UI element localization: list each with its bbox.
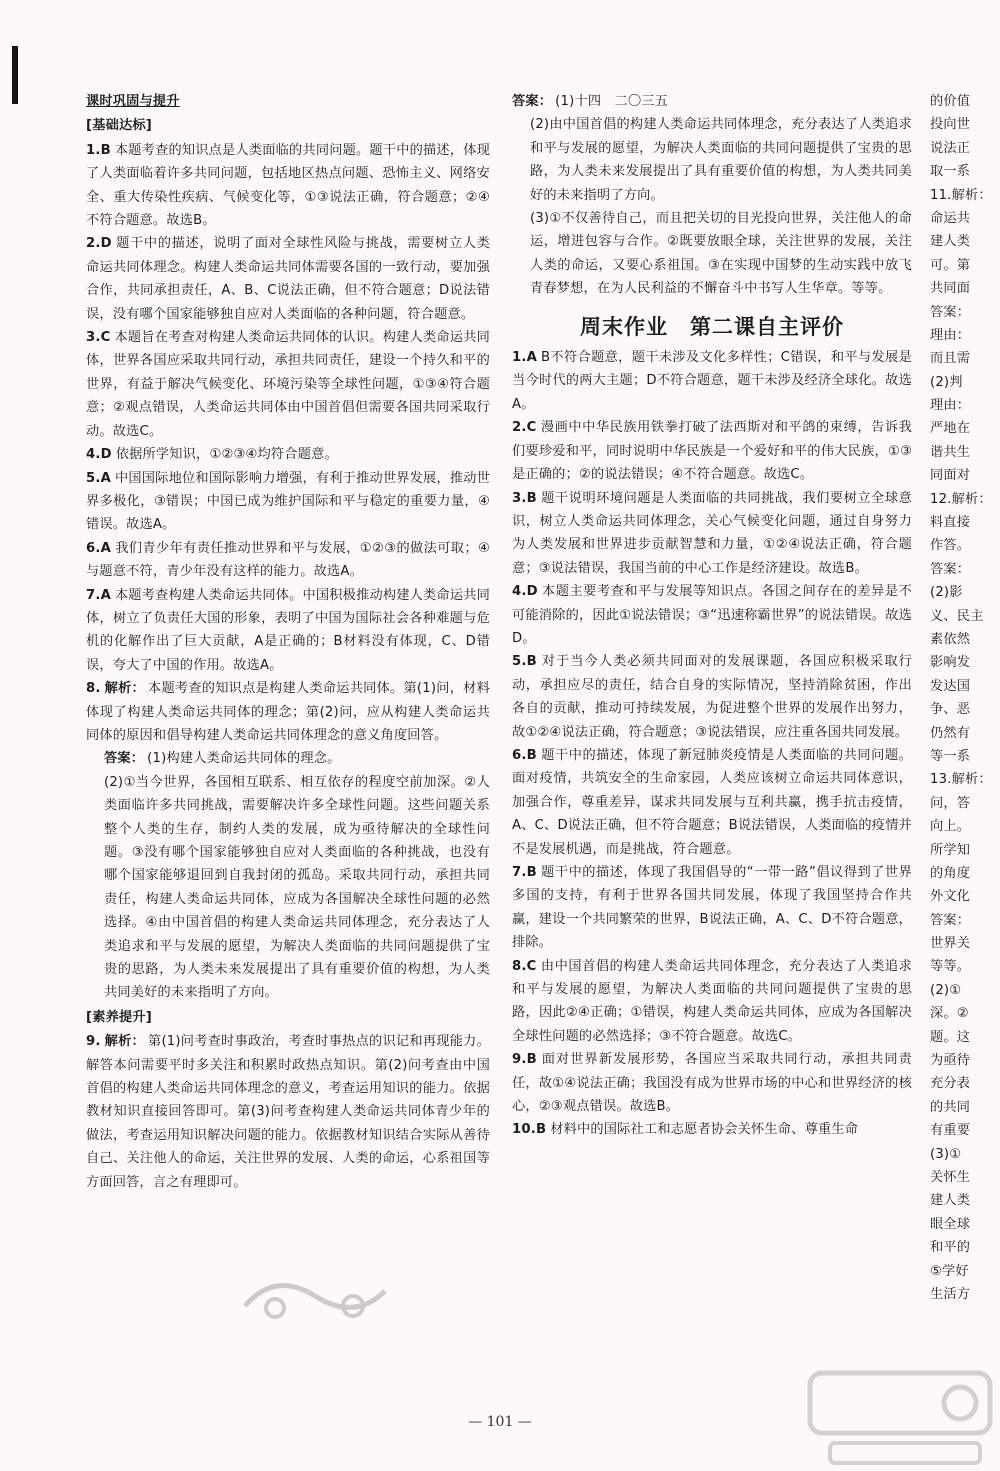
item-number: 3.C: [86, 330, 111, 346]
answer-part: (1)构建人类命运共同体的理念。: [147, 751, 341, 767]
item-number: 6.B: [512, 747, 537, 763]
clipped-text-line: 作答。: [930, 538, 971, 554]
clipped-text-line: 外文化: [930, 889, 971, 905]
analysis-label: 解析：: [104, 681, 145, 697]
left-column: [86, 90, 490, 1194]
item-text: 题干中的描述，说明了面对全球性风险与挑战，需要树立人类命运共同体理念。构建人类命运共同体需要各国的一致行动，要加强合作，共同承担责任，A、B、C说法正确，但不符合题意；D说法错误，没有哪个国家能够独自应对人类面临的各种问题，符合题意。: [86, 236, 490, 322]
answer-item: [512, 744, 912, 861]
item-number: 2.D: [86, 236, 112, 252]
clipped-text-line: 等一系: [930, 748, 971, 764]
item-text: 本题考查的知识点是人类面临的共同问题。题干中的描述，体现了人类面临着许多共同问题，包括地区热点问题、恐怖主义、网络安全、重大传染性疾病、气候变化等，①③说法正确，符合题意；②④不符合题意。故选B。: [86, 142, 490, 229]
watermark-logo: [235, 1266, 395, 1326]
clipped-text-line: 的角度: [930, 865, 971, 881]
clipped-text-line: 争、恶: [930, 702, 971, 718]
item-number: 4.D: [512, 584, 538, 600]
clipped-text-line: 取一系: [930, 164, 971, 180]
clipped-text-line: 仍然有: [930, 725, 971, 741]
page-edge-mark: [12, 46, 18, 104]
clipped-text-line: 所学知: [930, 842, 971, 858]
clipped-text-line: 题。这: [930, 1029, 971, 1045]
answer-item: [86, 537, 490, 584]
clipped-text-line: 义、民主: [930, 608, 984, 624]
item-text: 第(1)问考查时事政治，考查时事热点的识记和再现能力。解答本问需要平时多关注和积累时政热点知识。第(2)问考查由中国首倡的构建人类命运共同体理念的意义，考查运用知识的能力。依据教材知识直接回答即可。第(3)问考查构建人类命运共同体青少年的做法，考查运用知识解决问题的能力。依据教材知识结合实际从善待自己、关注他人的命运，关注世界的发展、人类的命运，心系祖国等方面回答，言之有理即可。: [86, 1034, 490, 1190]
answer-part: (2)①当今世界，各国相互联系、相互依存的程度空前加深。②人类面临许多共同挑战，需要解决许多全球性问题。这些问题关系整个人类的生存，制约人类的发展，成为亟待解决的全球性问题。③没有哪个国家能够独自应对人类面临的各种挑战，也没有哪个国家能够退回到自我封闭的孤岛。采取共同行动，承担共同责任，构建人类命运共同体，应成为各国解决全球性问题的必然选择。④由中国首倡的构建人类命运共同体理念，充分表达了人类追求和平与发展的愿望，为解决人类面临的共同问题提供了宝贵的思路，为人类未来发展提出了具有重要价值的构想，为人类共同美好的未来指明了方向。: [104, 774, 490, 1001]
answer-item: [86, 1030, 490, 1194]
answer-item: [512, 650, 912, 744]
analysis-label: 解析：: [104, 1034, 145, 1050]
clipped-text-line: 命运共: [930, 210, 971, 226]
answer-item: [512, 346, 912, 416]
item-number: 7.A: [86, 587, 111, 603]
answer-item: [512, 580, 912, 650]
clipped-text-line: 建人类: [930, 234, 971, 250]
item-number: 9.: [86, 1034, 101, 1050]
clipped-text-line: 有重要: [930, 1123, 971, 1139]
item-text: 本题主要考查和平与发展等知识点。各国之间存在的差异是不可能消除的，因此①说法错误；③“迅速称霸世界”的说法错误。故选D。: [512, 584, 912, 646]
clipped-text-line: 答案：: [930, 561, 971, 577]
item-text: 题干中的描述，体现了我国倡导的“一带一路”倡议得到了世界多国的支持，有利于世界各国共同发展，体现了我国坚持合作共赢，建设一个共同繁荣的世界，B说法正确，A、C、D不符合题意，排除。: [512, 865, 912, 951]
item-number: 8.: [86, 681, 101, 697]
clipped-text-line: 共同面: [930, 281, 971, 297]
answer-item: [512, 861, 912, 955]
clipped-text-line: 影响发: [930, 655, 971, 671]
right-column-clipped: [930, 90, 1000, 1306]
item-text: 面对世界新发展形势，各国应当采取共同行动，承担共同责任，故①④说法正确；我国没有成为世界市场的中心和世界经济的核心，②③观点错误。故选B。: [512, 1052, 912, 1115]
item-text: 由中国首倡的构建人类命运共同体理念，充分表达了人类追求和平与发展的愿望，为解决人类面临的共同问题提供了宝贵的思路，因此②④正确；①错误，构建人类命运共同体，应成为各国解决全球性问题的必然选择；③不符合题意。故选C。: [512, 958, 912, 1044]
item-number: 3.B: [512, 490, 537, 506]
improve-heading: [素养提升]: [86, 1009, 153, 1025]
clipped-text-line: 的价值: [930, 94, 971, 109]
clipped-text-line: (3)①: [930, 1146, 962, 1162]
answer-item: [512, 1118, 912, 1141]
clipped-text-line: (2)①: [930, 982, 962, 998]
answer-item: [86, 677, 490, 747]
clipped-text-line: 深。②: [930, 1006, 969, 1022]
answer-item: [86, 467, 490, 537]
clipped-text-line: 素依然: [930, 631, 971, 647]
item-number: 6.A: [86, 540, 111, 556]
clipped-text-line: 为亟待: [930, 1053, 971, 1069]
clipped-text-line: 和平的: [930, 1240, 971, 1256]
item-text: 本题考查的知识点是构建人类命运共同体。第(1)问，材料体现了构建人类命运共同体的理念；第(2)问，应从构建人类命运共同体的原因和倡导构建人类命运共同体理念的意义角度回答。: [86, 681, 490, 743]
item-text: 漫画中中华民族用铁拳打破了法西斯对和平鸽的束缚，告诉我们要珍爱和平，同时说明中华民族是一个爱好和平的伟大民族，①③是正确的；②的说法错误；④不符合题意。故选C。: [512, 420, 912, 483]
clipped-text-line: 严地在: [930, 421, 971, 437]
clipped-text-line: 谐共生: [930, 444, 971, 460]
item-number: 9.B: [512, 1052, 537, 1068]
item-number: 8.C: [512, 958, 537, 974]
item-number: 1.A: [512, 350, 537, 366]
clipped-text-line: 理由：: [930, 327, 971, 343]
clipped-text-line: 而且需: [930, 351, 971, 367]
clipped-text-line: 料直接: [930, 515, 971, 531]
clipped-text-line: 向上。: [930, 819, 971, 835]
clipped-text-line: 可。第: [930, 257, 971, 273]
answer-part: (1)十四 二〇三五: [555, 94, 669, 109]
item-text: 本题考查构建人类命运共同体。中国积极推动构建人类命运共同体，树立了负责任大国的形象，表明了中国为国际社会各种难题与危机的化解作出了巨大贡献，A是正确的；B材料没有体现，C、D错误，夸大了中国的作用。故选A。: [86, 587, 490, 673]
clipped-text-line: 答案：: [930, 304, 971, 320]
clipped-text-line: 生活方: [930, 1286, 971, 1302]
clipped-text-line: 等等。: [930, 959, 971, 975]
item-number: 4.D: [86, 447, 112, 463]
clipped-text-line: 理由：: [930, 398, 971, 414]
answer-label: 答案：: [104, 751, 145, 767]
clipped-text-line: 世界关: [930, 936, 971, 952]
item-number: 2.C: [512, 420, 537, 436]
clipped-text-line: 13.解析：: [930, 772, 992, 788]
item-text: 对于当今人类必须共同面对的发展课题，各国应积极采取行动，承担应尽的责任，结合自身的实际情况，坚持消除贫困，作出各自的贡献，推动可持续发展，为促进整个世界的发展作出努力，故①②④说法正确，符合题意；③说法错误，应注重各国共同发展。: [512, 654, 912, 740]
clipped-text-line: 说法正: [930, 140, 971, 156]
answer-item: [512, 416, 912, 486]
clipped-text-line: 12.解析：: [930, 491, 992, 507]
section-title: 课时巩固与提升: [86, 94, 180, 109]
answer-item: [86, 326, 490, 443]
middle-column: [512, 90, 912, 1142]
answer-block: [512, 90, 912, 113]
answer-item: [86, 232, 490, 326]
item-text: 中国国际地位和国际影响力增强，有利于推动世界发展，推动世界多极化，③错误；中国已成为维护国际和平与稳定的重要力量，④错误。故选A。: [86, 470, 490, 533]
clipped-text-line: (2)影: [930, 585, 963, 601]
item-text: 我们青少年有责任推动世界和平与发展，①②③的做法可取；④与题意不符，青少年没有这样的能力。故选A。: [86, 540, 490, 580]
answer-part: (3)①不仅善待自己，而且把关切的目光投向世界，关注他人的命运，增进包容与合作。②既要放眼全球，关注世界的发展，关注人类的命运，又要心系祖国。③在实现中国梦的生动实践中放飞青春梦想，在为人民利益的不懈奋斗中书写人生华章。等等。: [530, 211, 912, 297]
answer-item: [86, 139, 490, 233]
answer-item: [512, 487, 912, 581]
answer-item: [512, 955, 912, 1049]
clipped-text-line: 11.解析：: [930, 187, 992, 203]
basic-heading: [基础达标]: [86, 118, 153, 134]
item-text: B不符合题意，题干未涉及文化多样性；C错误，和平与发展是当今时代的两大主题；D不符合题意，题干未涉及经济全球化。故选A。: [512, 350, 912, 412]
answer-block: [86, 747, 490, 770]
answer-part: (2)由中国首倡的构建人类命运共同体理念，充分表达了人类追求和平与发展的愿望，为解决人类面临的共同问题提供了宝贵的思路，为人类未来发展提出了具有重要价值的构想，为人类共同美好的未来指明了方向。: [530, 117, 912, 203]
item-number: 5.A: [86, 470, 111, 486]
item-text: 本题旨在考查对构建人类命运共同体的认识。构建人类命运共同体，世界各国应采取共同行动，承担共同责任，建设一个持久和平的世界，有益于解决气候变化、环境污染等全球性问题，①③④符合题意；②观点错误，人类命运共同体由中国首倡但需要各国共同采取行动。故选C。: [86, 330, 490, 439]
item-text: 依据所学知识，①②③④均符合题意。: [115, 447, 338, 463]
clipped-text-line: (2)判: [930, 374, 963, 390]
item-text: 题干中的描述，体现了新冠肺炎疫情是人类面临的共同问题。面对疫情，共筑安全的生命家园，人类应该树立命运共同体意识，加强合作，尊重差异，谋求共同发展与互利共赢，携手抗击疫情，A、C、D说法正确，但不符合题意；B说法错误，人类面临的疫情并不是发展机遇，而是挑战，符合题意。: [512, 747, 912, 857]
answer-item: [86, 443, 490, 466]
clipped-text-line: 问，答: [930, 795, 971, 811]
item-number: 10.B: [512, 1122, 547, 1138]
clipped-text-line: 的共同: [930, 1099, 971, 1115]
clipped-text-line: ⑤学好: [930, 1263, 969, 1279]
item-text: 题干说明环境问题是人类面临的共同挑战，我们要树立全球意识，树立人类命运共同体理念，关心气候变化问题，通过自身努力为人类发展和世界进步贡献智慧和力量，①②④说法正确，符合题意；③说法错误，我国当前的中心工作是经济建设。故选B。: [512, 490, 912, 576]
item-number: 1.B: [86, 142, 111, 158]
clipped-text-line: 关怀生: [930, 1169, 971, 1185]
clipped-text-line: 眼全球: [930, 1216, 971, 1232]
clipped-text-line: 同面对: [930, 468, 971, 484]
answer-item: [512, 1048, 912, 1118]
week-title: 周末作业 第二课自主评价: [580, 313, 844, 339]
item-text: 材料中的国际社工和志愿者协会关怀生命、尊重生命: [550, 1122, 859, 1138]
clipped-text-line: 答案：: [930, 912, 971, 928]
clipped-text-line: 发达国: [930, 678, 971, 694]
clipped-text-line: 充分表: [930, 1076, 971, 1092]
page-number: — 101 —: [468, 1414, 532, 1430]
item-number: 5.B: [512, 654, 537, 670]
answer-item: [86, 584, 490, 678]
item-number: 7.B: [512, 865, 537, 880]
clipped-text-line: 投向世: [930, 117, 971, 133]
answer-label: 答案：: [512, 94, 553, 109]
clipped-text-line: 建人类: [930, 1193, 971, 1209]
